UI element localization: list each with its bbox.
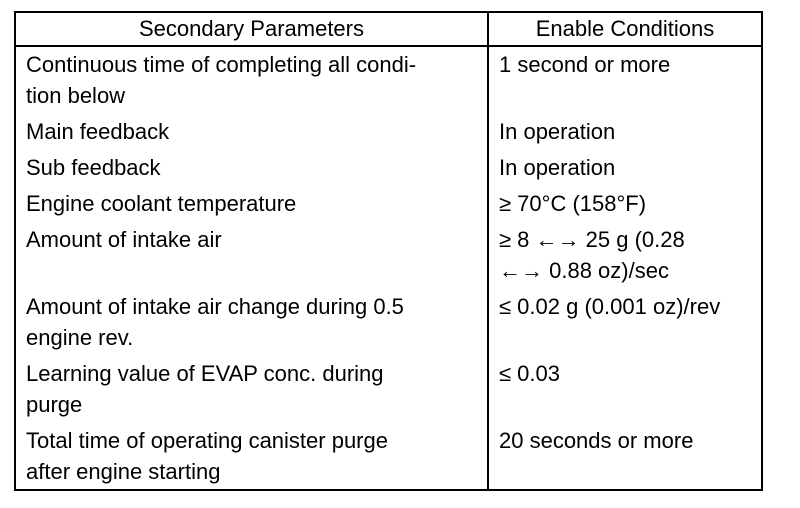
table-row (16, 114, 761, 150)
header-row (16, 13, 761, 46)
secondary-parameter-cell: Learning value of EVAP conc. during purge (16, 356, 488, 423)
secondary-parameter-cell: Continuous time of completing all condi- tion below (16, 46, 488, 114)
secondary-parameter-cell: Engine coolant temperature (16, 186, 488, 222)
parameters-table (16, 13, 761, 490)
header-enable-conditions: Enable Conditions (488, 13, 761, 46)
table-row (16, 46, 761, 114)
enable-condition-cell: ≥ 70°C (158°F) (499, 191, 647, 216)
header-secondary-parameters: Secondary Parameters (16, 13, 488, 46)
table-row (16, 356, 761, 423)
enable-condition-cell: In operation (499, 119, 616, 144)
secondary-parameter-cell: Main feedback (16, 114, 488, 150)
table-row (16, 150, 761, 186)
enable-conditions-table (14, 11, 763, 491)
enable-condition-cell: 1 second or more (499, 52, 671, 77)
enable-condition-cell: ≤ 0.03 (499, 361, 561, 386)
enable-condition-cell: 20 seconds or more (499, 428, 694, 453)
table-body (16, 46, 761, 490)
table-row (16, 222, 761, 289)
enable-condition-cell: ≥ 8 ←→ 25 g (0.28 ←→ 0.88 oz)/sec (499, 227, 685, 283)
enable-condition-cell: ≤ 0.02 g (0.001 oz)/rev (499, 294, 721, 319)
enable-condition-cell: In operation (499, 155, 616, 180)
secondary-parameter-cell: Total time of operating canister purge after engine starting (16, 423, 488, 490)
secondary-parameter-cell: Amount of intake air change during 0.5 engine rev. (16, 289, 488, 356)
table-row (16, 289, 761, 356)
secondary-parameter-cell: Sub feedback (16, 150, 488, 186)
table-row (16, 423, 761, 490)
secondary-parameter-cell: Amount of intake air (16, 222, 488, 289)
table-row (16, 186, 761, 222)
